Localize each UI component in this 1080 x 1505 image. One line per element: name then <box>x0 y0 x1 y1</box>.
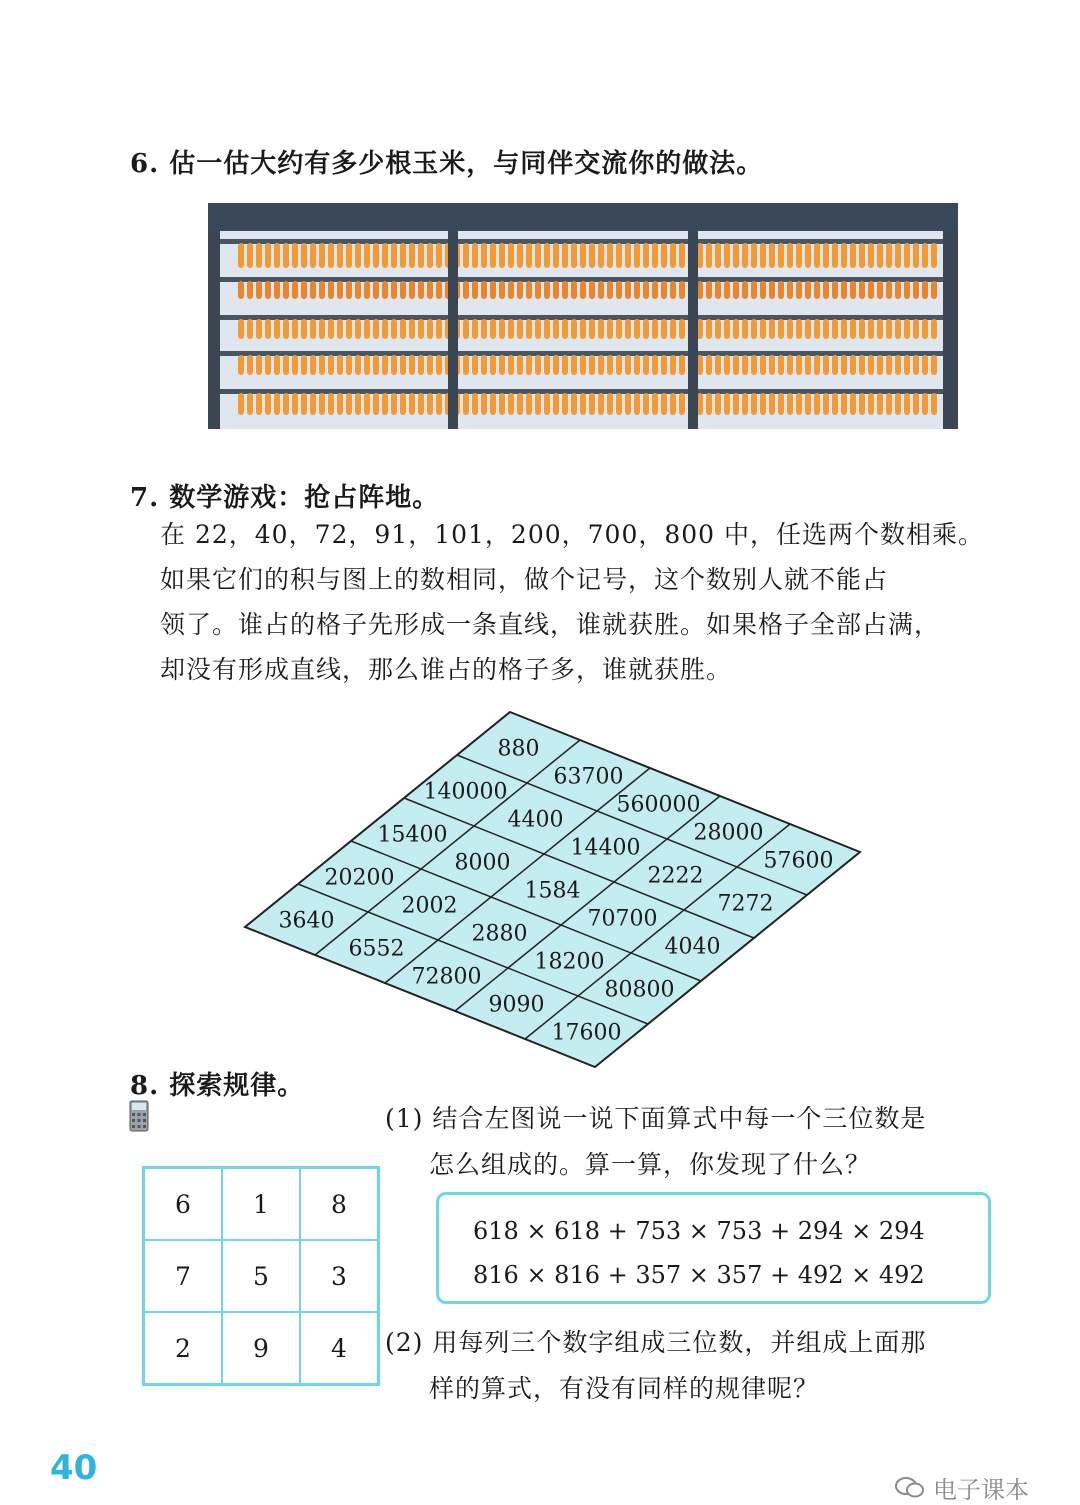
q8-part2-line: (2) 用每列三个数字组成三位数，并组成上面那 <box>385 1328 927 1357</box>
grid-cell-number: 2222 <box>647 863 704 889</box>
q7-line: 如果它们的积与图上的数相同，做个记号，这个数别人就不能占 <box>160 565 889 594</box>
grid-cell-number: 7272 <box>717 891 774 917</box>
grid-cell-number: 72800 <box>411 964 482 990</box>
magic-square-cell: 6 <box>144 1168 223 1241</box>
q7-line: 却没有形成直线，那么谁占的格子多，谁就获胜。 <box>160 655 733 684</box>
grid-cell-number: 18200 <box>534 949 605 975</box>
formula-box <box>436 1192 991 1304</box>
magic-square-cell: 2 <box>144 1312 223 1385</box>
grid-cell-number: 4040 <box>664 934 721 960</box>
q8-part2 <box>385 1320 926 1412</box>
magic-square <box>142 1166 380 1386</box>
magic-square-cell: 4 <box>300 1312 379 1385</box>
magic-square-cell: 3 <box>300 1240 379 1312</box>
watermark <box>895 1470 1029 1505</box>
grid-cell-number: 3640 <box>278 908 335 934</box>
magic-square-cell: 7 <box>144 1240 223 1312</box>
grid-cell-number: 4400 <box>507 807 564 833</box>
magic-square-cell: 8 <box>300 1168 379 1241</box>
grid-cell-number: 9090 <box>488 992 545 1018</box>
q7-instructions <box>160 512 1010 692</box>
grid-cell-number: 20200 <box>324 865 395 891</box>
grid-cell-number: 8000 <box>454 850 511 876</box>
formula-line: 816 × 816 + 357 × 357 + 492 × 492 <box>473 1261 925 1289</box>
magic-square-cell: 5 <box>222 1240 300 1312</box>
q8-part1 <box>385 1096 926 1188</box>
grid-cell-number: 1584 <box>524 878 581 904</box>
page-number: 40 <box>50 1448 98 1488</box>
game-board-grid <box>240 700 880 1070</box>
corn-drying-photo <box>208 203 958 429</box>
magic-square-cell: 1 <box>222 1168 300 1241</box>
grid-cell-number: 80800 <box>604 977 675 1003</box>
grid-cell-number: 560000 <box>616 792 701 818</box>
q6-title: 6. 估一估大约有多少根玉米，与同伴交流你的做法。 <box>130 149 764 179</box>
q8-title: 8. 探索规律。 <box>130 1071 305 1101</box>
grid-cell-number: 140000 <box>423 779 508 805</box>
grid-cell-number: 57600 <box>763 848 834 874</box>
chat-bubble-icon <box>895 1476 925 1500</box>
grid-cell-number: 70700 <box>587 906 658 932</box>
grid-cell-number: 880 <box>497 736 540 762</box>
grid-cell-number: 63700 <box>553 764 624 790</box>
grid-cell-number: 2002 <box>401 893 458 919</box>
q7-title: 7. 数学游戏：抢占阵地。 <box>130 483 440 513</box>
q7-line: 在 22，40，72，91，101，200，700，800 中，任选两个数相乘。 <box>160 520 985 549</box>
calculator-icon <box>129 1100 149 1132</box>
q8-part2-line: 样的算式，有没有同样的规律呢？ <box>429 1374 820 1403</box>
grid-cell-number: 17600 <box>551 1020 622 1046</box>
watermark-text: 电子课本 <box>933 1476 1029 1504</box>
grid-cell-number: 15400 <box>377 822 448 848</box>
grid-cell-number: 6552 <box>348 936 405 962</box>
q7-line: 领了。谁占的格子先形成一条直线，谁就获胜。如果格子全部占满， <box>160 610 941 639</box>
formula-line: 618 × 618 + 753 × 753 + 294 × 294 <box>473 1217 925 1245</box>
grid-cell-number: 28000 <box>693 820 764 846</box>
q8-part1-line: (1) 结合左图说一说下面算式中每一个三位数是 <box>385 1104 927 1133</box>
grid-cell-number: 2880 <box>471 921 528 947</box>
q8-part1-line: 怎么组成的。算一算，你发现了什么？ <box>429 1150 872 1179</box>
magic-square-cell: 9 <box>222 1312 300 1385</box>
grid-cell-number: 14400 <box>570 835 641 861</box>
